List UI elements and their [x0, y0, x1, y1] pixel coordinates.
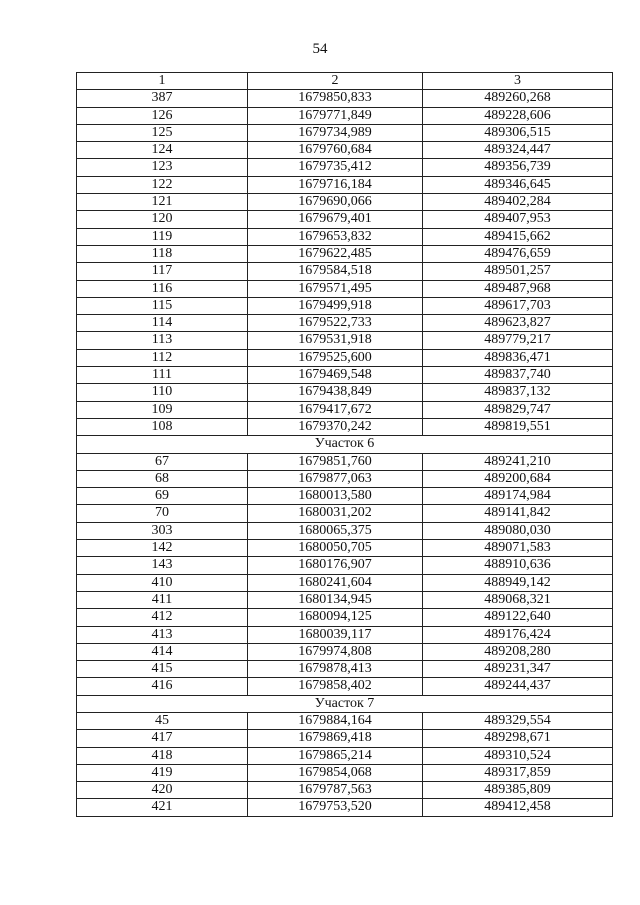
y-coordinate-cell: 489501,257 — [423, 263, 613, 280]
coordinates-table — [76, 72, 613, 817]
point-number-cell: 67 — [77, 453, 248, 470]
table-row — [77, 453, 613, 470]
table-row — [77, 263, 613, 280]
y-coordinate-cell: 489385,809 — [423, 782, 613, 799]
y-coordinate-cell: 489836,471 — [423, 349, 613, 366]
y-coordinate-cell: 489241,210 — [423, 453, 613, 470]
y-coordinate-cell: 489122,640 — [423, 609, 613, 626]
x-coordinate-cell: 1680065,375 — [248, 522, 423, 539]
x-coordinate-cell: 1679571,495 — [248, 280, 423, 297]
table-row — [77, 228, 613, 245]
point-number-cell: 387 — [77, 90, 248, 107]
y-coordinate-cell: 489356,739 — [423, 159, 613, 176]
x-coordinate-cell: 1679525,600 — [248, 349, 423, 366]
point-number-cell: 122 — [77, 176, 248, 193]
x-coordinate-cell: 1679877,063 — [248, 470, 423, 487]
page-number: 54 — [312, 41, 328, 57]
table-row — [77, 470, 613, 487]
table-row — [77, 643, 613, 660]
column-header-1: 1 — [77, 73, 248, 90]
table-row — [77, 297, 613, 314]
table-row — [77, 107, 613, 124]
x-coordinate-cell: 1679878,413 — [248, 661, 423, 678]
x-coordinate-cell: 1679522,733 — [248, 315, 423, 332]
section-title: Участок 6 — [77, 436, 613, 453]
x-coordinate-cell: 1680134,945 — [248, 591, 423, 608]
table-row — [77, 124, 613, 141]
x-coordinate-cell: 1679690,066 — [248, 194, 423, 211]
section-title-row — [77, 695, 613, 712]
point-number-cell: 421 — [77, 799, 248, 816]
point-number-cell: 125 — [77, 124, 248, 141]
y-coordinate-cell: 489068,321 — [423, 591, 613, 608]
x-coordinate-cell: 1679653,832 — [248, 228, 423, 245]
point-number-cell: 120 — [77, 211, 248, 228]
point-number-cell: 112 — [77, 349, 248, 366]
x-coordinate-cell: 1680094,125 — [248, 609, 423, 626]
x-coordinate-cell: 1679417,672 — [248, 401, 423, 418]
point-number-cell: 420 — [77, 782, 248, 799]
column-header-3: 3 — [423, 73, 613, 90]
y-coordinate-cell: 489306,515 — [423, 124, 613, 141]
point-number-cell: 45 — [77, 712, 248, 729]
point-number-cell: 414 — [77, 643, 248, 660]
y-coordinate-cell: 489208,280 — [423, 643, 613, 660]
point-number-cell: 416 — [77, 678, 248, 695]
x-coordinate-cell: 1679760,684 — [248, 142, 423, 159]
point-number-cell: 109 — [77, 401, 248, 418]
table-row — [77, 661, 613, 678]
point-number-cell: 114 — [77, 315, 248, 332]
y-coordinate-cell: 489819,551 — [423, 418, 613, 435]
y-coordinate-cell: 489476,659 — [423, 245, 613, 262]
table-row — [77, 557, 613, 574]
y-coordinate-cell: 489298,671 — [423, 730, 613, 747]
x-coordinate-cell: 1680039,117 — [248, 626, 423, 643]
x-coordinate-cell: 1679679,401 — [248, 211, 423, 228]
y-coordinate-cell: 489231,347 — [423, 661, 613, 678]
table-row — [77, 384, 613, 401]
y-coordinate-cell: 489317,859 — [423, 764, 613, 781]
x-coordinate-cell: 1679584,518 — [248, 263, 423, 280]
table-row — [77, 349, 613, 366]
y-coordinate-cell: 489779,217 — [423, 332, 613, 349]
table-row — [77, 418, 613, 435]
point-number-cell: 123 — [77, 159, 248, 176]
x-coordinate-cell: 1679851,760 — [248, 453, 423, 470]
y-coordinate-cell: 489837,740 — [423, 367, 613, 384]
y-coordinate-cell: 489244,437 — [423, 678, 613, 695]
table-row — [77, 799, 613, 816]
point-number-cell: 110 — [77, 384, 248, 401]
point-number-cell: 142 — [77, 540, 248, 557]
y-coordinate-cell: 488910,636 — [423, 557, 613, 574]
table-row — [77, 159, 613, 176]
coordinates-table-body — [77, 73, 613, 817]
table-row — [77, 245, 613, 262]
x-coordinate-cell: 1679438,849 — [248, 384, 423, 401]
y-coordinate-cell: 489200,684 — [423, 470, 613, 487]
point-number-cell: 411 — [77, 591, 248, 608]
point-number-cell: 68 — [77, 470, 248, 487]
point-number-cell: 124 — [77, 142, 248, 159]
x-coordinate-cell: 1679974,808 — [248, 643, 423, 660]
point-number-cell: 412 — [77, 609, 248, 626]
table-row — [77, 678, 613, 695]
y-coordinate-cell: 489623,827 — [423, 315, 613, 332]
table-row — [77, 609, 613, 626]
y-coordinate-cell: 489487,968 — [423, 280, 613, 297]
section-title: Участок 7 — [77, 695, 613, 712]
x-coordinate-cell: 1679884,164 — [248, 712, 423, 729]
section-title-row — [77, 436, 613, 453]
x-coordinate-cell: 1679771,849 — [248, 107, 423, 124]
point-number-cell: 108 — [77, 418, 248, 435]
x-coordinate-cell: 1680050,705 — [248, 540, 423, 557]
point-number-cell: 410 — [77, 574, 248, 591]
x-coordinate-cell: 1679469,548 — [248, 367, 423, 384]
x-coordinate-cell: 1679716,184 — [248, 176, 423, 193]
x-coordinate-cell: 1680241,604 — [248, 574, 423, 591]
x-coordinate-cell: 1679531,918 — [248, 332, 423, 349]
table-row — [77, 142, 613, 159]
y-coordinate-cell: 489329,554 — [423, 712, 613, 729]
point-number-cell: 413 — [77, 626, 248, 643]
point-number-cell: 116 — [77, 280, 248, 297]
table-row — [77, 730, 613, 747]
point-number-cell: 115 — [77, 297, 248, 314]
table-row — [77, 540, 613, 557]
table-row — [77, 280, 613, 297]
table-row — [77, 574, 613, 591]
table-row — [77, 194, 613, 211]
point-number-cell: 143 — [77, 557, 248, 574]
y-coordinate-cell: 489829,747 — [423, 401, 613, 418]
point-number-cell: 418 — [77, 747, 248, 764]
point-number-cell: 121 — [77, 194, 248, 211]
y-coordinate-cell: 489141,842 — [423, 505, 613, 522]
x-coordinate-cell: 1679622,485 — [248, 245, 423, 262]
table-row — [77, 782, 613, 799]
point-number-cell: 415 — [77, 661, 248, 678]
x-coordinate-cell: 1679869,418 — [248, 730, 423, 747]
y-coordinate-cell: 489260,268 — [423, 90, 613, 107]
y-coordinate-cell: 488949,142 — [423, 574, 613, 591]
point-number-cell: 111 — [77, 367, 248, 384]
x-coordinate-cell: 1679787,563 — [248, 782, 423, 799]
point-number-cell: 70 — [77, 505, 248, 522]
y-coordinate-cell: 489174,984 — [423, 488, 613, 505]
y-coordinate-cell: 489176,424 — [423, 626, 613, 643]
table-header-row — [77, 73, 613, 90]
y-coordinate-cell: 489071,583 — [423, 540, 613, 557]
y-coordinate-cell: 489346,645 — [423, 176, 613, 193]
x-coordinate-cell: 1680031,202 — [248, 505, 423, 522]
table-row — [77, 211, 613, 228]
y-coordinate-cell: 489228,606 — [423, 107, 613, 124]
y-coordinate-cell: 489415,662 — [423, 228, 613, 245]
x-coordinate-cell: 1679734,989 — [248, 124, 423, 141]
x-coordinate-cell: 1679854,068 — [248, 764, 423, 781]
x-coordinate-cell: 1679865,214 — [248, 747, 423, 764]
y-coordinate-cell: 489407,953 — [423, 211, 613, 228]
y-coordinate-cell: 489837,132 — [423, 384, 613, 401]
point-number-cell: 118 — [77, 245, 248, 262]
y-coordinate-cell: 489412,458 — [423, 799, 613, 816]
table-row — [77, 591, 613, 608]
table-row — [77, 176, 613, 193]
table-row — [77, 90, 613, 107]
table-row — [77, 332, 613, 349]
point-number-cell: 303 — [77, 522, 248, 539]
y-coordinate-cell: 489402,284 — [423, 194, 613, 211]
y-coordinate-cell: 489310,524 — [423, 747, 613, 764]
table-row — [77, 315, 613, 332]
point-number-cell: 113 — [77, 332, 248, 349]
table-row — [77, 764, 613, 781]
x-coordinate-cell: 1679753,520 — [248, 799, 423, 816]
x-coordinate-cell: 1679858,402 — [248, 678, 423, 695]
table-row — [77, 712, 613, 729]
table-row — [77, 488, 613, 505]
table-row — [77, 505, 613, 522]
table-row — [77, 401, 613, 418]
x-coordinate-cell: 1679850,833 — [248, 90, 423, 107]
table-row — [77, 626, 613, 643]
point-number-cell: 417 — [77, 730, 248, 747]
x-coordinate-cell: 1680176,907 — [248, 557, 423, 574]
table-row — [77, 367, 613, 384]
point-number-cell: 119 — [77, 228, 248, 245]
table-row — [77, 747, 613, 764]
x-coordinate-cell: 1679370,242 — [248, 418, 423, 435]
point-number-cell: 419 — [77, 764, 248, 781]
point-number-cell: 117 — [77, 263, 248, 280]
x-coordinate-cell: 1679499,918 — [248, 297, 423, 314]
y-coordinate-cell: 489617,703 — [423, 297, 613, 314]
y-coordinate-cell: 489080,030 — [423, 522, 613, 539]
x-coordinate-cell: 1680013,580 — [248, 488, 423, 505]
y-coordinate-cell: 489324,447 — [423, 142, 613, 159]
point-number-cell: 126 — [77, 107, 248, 124]
point-number-cell: 69 — [77, 488, 248, 505]
x-coordinate-cell: 1679735,412 — [248, 159, 423, 176]
column-header-2: 2 — [248, 73, 423, 90]
table-row — [77, 522, 613, 539]
